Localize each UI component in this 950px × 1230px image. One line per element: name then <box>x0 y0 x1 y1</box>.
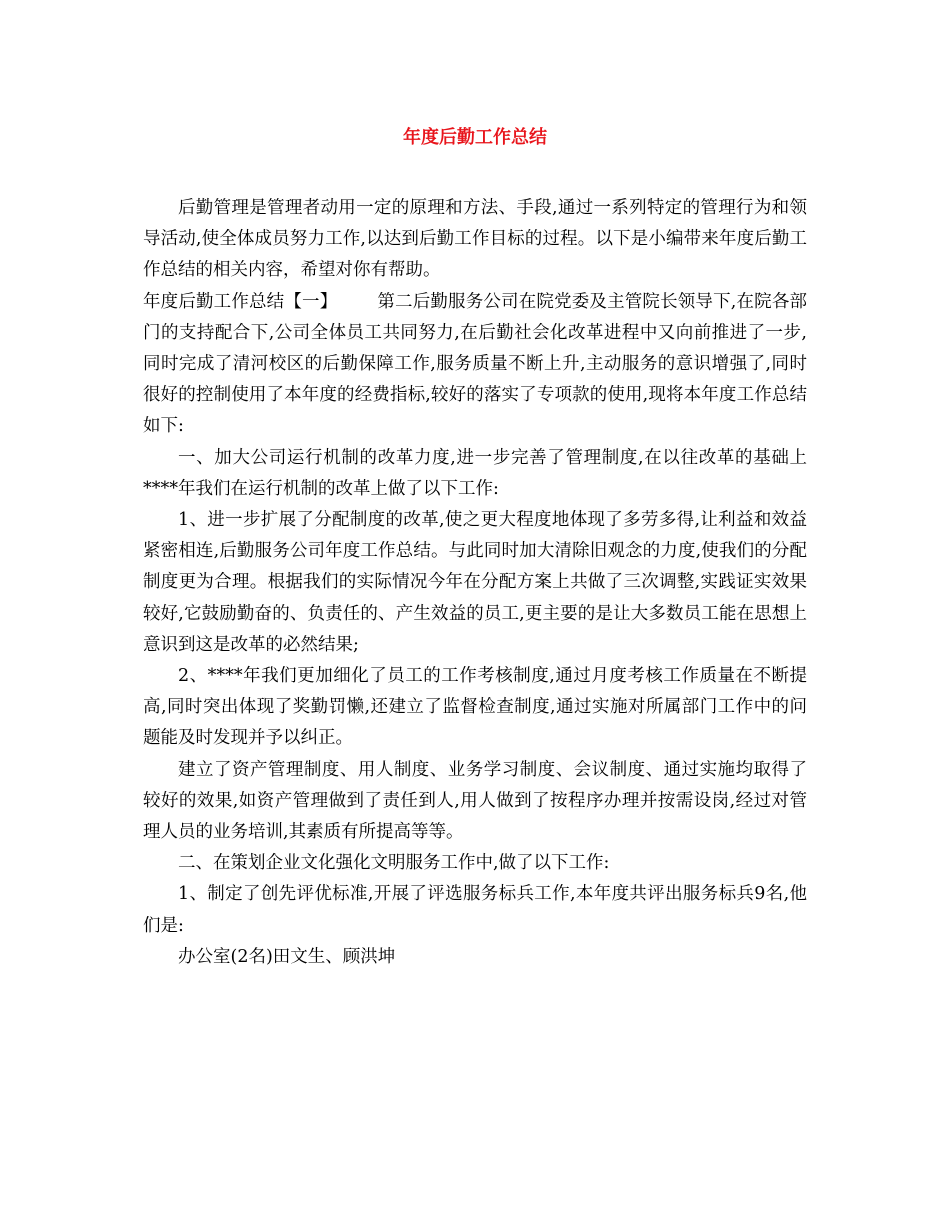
document-body <box>143 193 807 973</box>
section-intro-text: 第二后勤服务公司在院党委及主管院长领导下,在院各部门的支持配合下,公司全体员工共同努力,在后勤社会化改革进程中又向前推进了一步,同时完成了清河校区的后勤保障工作,服务质量不断上升,主动服务的意识增强了,同时很好的控制使用了本年度的经费指标,较好的落实了专项款的使用,现将本年度工作总结如下: <box>143 291 808 437</box>
section-paragraph <box>143 287 807 443</box>
part1-item-2: 2、****年我们更加细化了员工的工作考核制度,通过月度考核工作质量在不断提高,同时突出体现了奖勤罚懒,还建立了监督检查制度,通过实施对所属部门工作中的问题能及时发现并予以纠正。 <box>143 666 807 749</box>
section-heading: 年度后勤工作总结【一】 <box>143 291 338 312</box>
part2-item-1: 1、制定了创先评优标准,开展了评选服务标兵工作,本年度共评出服务标兵9名,他们是: <box>143 884 807 936</box>
intro-paragraph: 后勤管理是管理者动用一定的原理和方法、手段,通过一系列特定的管理行为和领导活动,使全体成员努力工作,以达到后勤工作目标的过程。以下是小编带来年度后勤工作总结的相关内容，希望对你有帮助。 <box>143 198 807 281</box>
part2-heading: 二、在策划企业文化强化文明服务工作中,做了以下工作: <box>178 853 610 874</box>
part2-item-2: 办公室(2名)田文生、顾洪坤 <box>178 946 396 967</box>
part1-item-1: 1、进一步扩展了分配制度的改革,使之更大程度地体现了多劳多得,让利益和效益紧密相连,后勤服务公司年度工作总结。与此同时加大清除旧观念的力度,使我们的分配制度更为合理。根据我们的实际情况今年在分配方案上共做了三次调整,实践证实效果较好,它鼓励勤奋的、负责任的、产生效益的员工,更主要的是让大多数员工能在思想上意识到这是改革的必然结果; <box>143 510 807 655</box>
part1-heading: 一、加大公司运行机制的改革力度,进一步完善了管理制度,在以往改革的基础上****年我们在运行机制的改革上做了以下工作: <box>143 447 807 499</box>
document-title: 年度后勤工作总结 <box>403 127 547 148</box>
part1-item-3: 建立了资产管理制度、用人制度、业务学习制度、会议制度、通过实施均取得了较好的效果,如资产管理做到了责任到人,用人做到了按程序办理并按需设岗,经过对管理人员的业务培训,其素质有所提高等等。 <box>143 759 807 843</box>
